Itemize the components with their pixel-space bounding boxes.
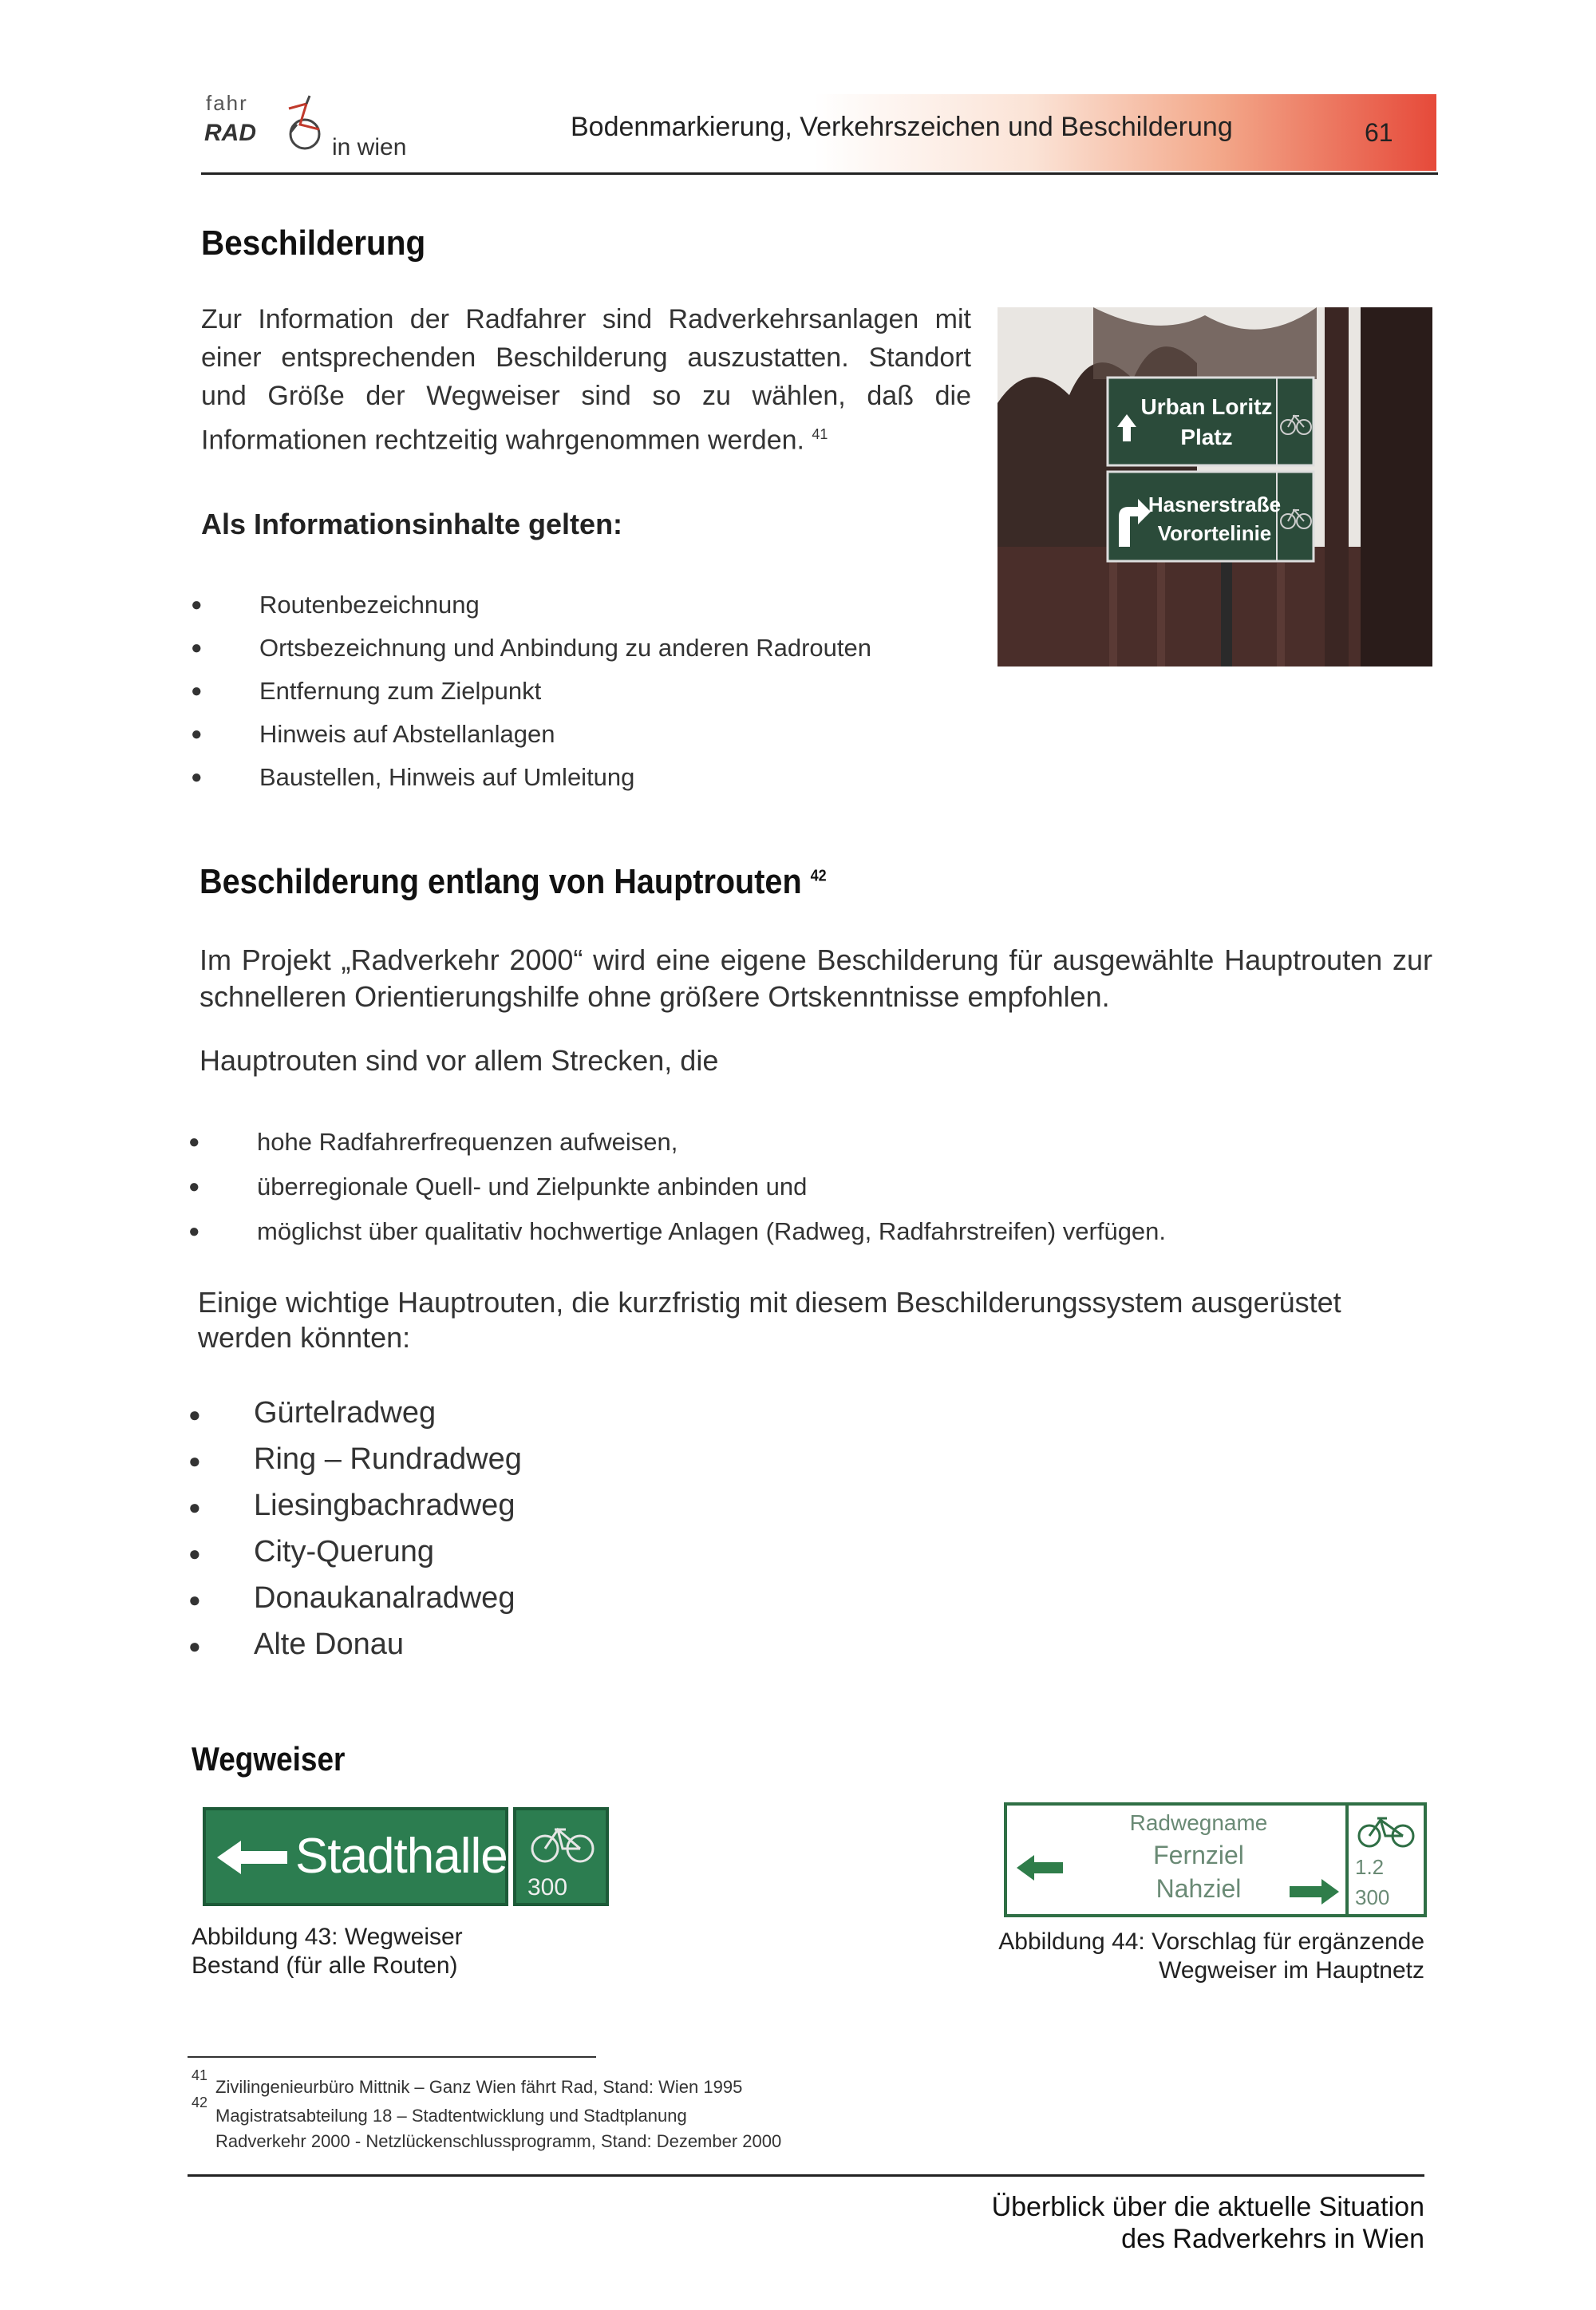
photo-sign-top-line2: Platz xyxy=(1180,425,1233,449)
route-name: Radwegname xyxy=(1129,1810,1268,1835)
sign-side-panel xyxy=(513,1807,609,1906)
bullet-icon: ● xyxy=(188,1131,200,1153)
footnote-42-number: 42 xyxy=(192,2094,208,2110)
list-item-text: Donaukanalradweg xyxy=(254,1581,516,1615)
footer-line1: Überblick über die aktuelle Situation xyxy=(991,2192,1424,2222)
logo-top-text: fahr xyxy=(206,91,248,115)
routes-list xyxy=(185,1393,522,1671)
far-distance: 1.2 xyxy=(1355,1855,1385,1879)
section-heading-beschilderung: Beschilderung xyxy=(201,223,426,263)
list-item xyxy=(188,717,871,760)
bullet-icon: ● xyxy=(191,594,203,615)
list-item xyxy=(188,674,871,717)
project-paragraph: Im Projekt „Radverkehr 2000“ wird eine eigene Beschilderung für ausgewählte Hauptrouten zur schnelleren Orientierungshilfe ohne größere Ortskenntnisse empfohlen. xyxy=(200,943,1432,1013)
list-item-text: Alte Donau xyxy=(254,1628,405,1661)
footnote-42-line1: Magistratsabteilung 18 – Stadtentwicklung und Stadtplanung xyxy=(215,2106,687,2126)
criteria-list xyxy=(185,1124,1166,1258)
running-header-title: Bodenmarkierung, Verkehrszeichen und Beschilderung xyxy=(571,112,1233,142)
street-sign-photo-graphic xyxy=(998,307,1432,666)
bicycle-icon xyxy=(249,93,337,156)
arrow-right-icon xyxy=(1288,1877,1339,1906)
bullet-icon: ● xyxy=(188,1588,201,1612)
list-item xyxy=(185,1578,522,1624)
header-divider xyxy=(201,172,1438,175)
list-item-text: Baustellen, Hinweis auf Umleitung xyxy=(259,763,635,791)
bullet-icon: ● xyxy=(191,723,203,745)
figure-44-sign xyxy=(1004,1802,1427,1917)
sign-distance: 300 xyxy=(527,1874,568,1901)
sign-main-panel xyxy=(203,1807,508,1906)
list-item-text: City-Querung xyxy=(254,1535,434,1568)
bicycle-icon xyxy=(523,1818,602,1866)
bullet-icon: ● xyxy=(188,1449,201,1473)
list-item xyxy=(188,631,871,674)
list-item xyxy=(185,1393,522,1439)
figure-43-caption-line2: Bestand (für alle Routen) xyxy=(192,1952,458,1979)
list-item-text: Gürtelradweg xyxy=(254,1396,437,1430)
list-item xyxy=(185,1169,1166,1213)
photo-sign-bottom-line1: Hasnerstraße xyxy=(1148,492,1282,516)
bullet-icon: ● xyxy=(191,766,203,788)
info-contents-list xyxy=(188,587,871,803)
bullet-icon: ● xyxy=(188,1176,200,1197)
list-item-text: Ring – Rundradweg xyxy=(254,1442,522,1476)
figure-44-caption-line1: Abbildung 44: Vorschlag für ergänzende xyxy=(998,1928,1424,1955)
list-item xyxy=(185,1532,522,1578)
list-item xyxy=(185,1439,522,1485)
sign-divider xyxy=(1345,1806,1349,1914)
footnote-41-number: 41 xyxy=(192,2067,208,2083)
footnote-ref-42[interactable]: 42 xyxy=(810,867,827,885)
arrow-left-icon xyxy=(217,1837,289,1877)
arrow-left-icon xyxy=(1017,1853,1065,1882)
footnote-ref-41[interactable]: 41 xyxy=(812,426,828,442)
section-heading-hauptrouten-text: Beschilderung entlang von Hauptrouten xyxy=(200,862,802,901)
footnote-42-line2: Radverkehr 2000 - Netzlückenschlussprogramm, Stand: Dezember 2000 xyxy=(215,2131,782,2151)
list-item xyxy=(185,1485,522,1532)
list-item xyxy=(185,1624,522,1671)
intro-paragraph xyxy=(201,300,971,459)
logo-suffix: in wien xyxy=(332,134,407,160)
bullet-icon: ● xyxy=(188,1495,201,1519)
list-item-text: Routenbezeichnung xyxy=(259,591,480,619)
bicycle-icon xyxy=(1352,1810,1422,1850)
list-item xyxy=(188,760,871,803)
figure-44-caption-line2: Wegweiser im Hauptnetz xyxy=(1159,1957,1424,1984)
bullet-icon: ● xyxy=(188,1402,201,1426)
footnote-divider xyxy=(188,2056,596,2058)
bullet-icon: ● xyxy=(188,1220,200,1242)
list-item xyxy=(188,587,871,631)
photo-sign-top-line1: Urban Loritz xyxy=(1140,394,1273,419)
figure-43-sign xyxy=(200,1804,613,1912)
list-item-text: Ortsbezeichnung und Anbindung zu anderen Radrouten xyxy=(259,634,871,662)
list-item xyxy=(185,1213,1166,1258)
list-item-text: Hinweis auf Abstellanlagen xyxy=(259,720,555,748)
near-destination: Nahziel xyxy=(1156,1874,1242,1903)
logo xyxy=(201,88,425,168)
footer-divider xyxy=(188,2174,1424,2177)
hauptrouten-definition: Hauptrouten sind vor allem Strecken, die xyxy=(200,1044,719,1077)
bullet-icon: ● xyxy=(191,680,203,702)
list-item-text: möglichst über qualitativ hochwertige Anlagen (Radweg, Radfahrstreifen) verfügen. xyxy=(257,1217,1167,1245)
section-heading-hauptrouten xyxy=(200,862,827,902)
list-item-text: hohe Radfahrerfrequenzen aufweisen, xyxy=(257,1128,678,1156)
street-sign-photo xyxy=(998,307,1432,666)
page-number: 61 xyxy=(1365,118,1393,147)
list-item-text: überregionale Quell- und Zielpunkte anbinden und xyxy=(257,1173,808,1200)
bullet-icon: ● xyxy=(188,1541,201,1565)
bullet-icon: ● xyxy=(188,1634,201,1658)
far-destination: Fernziel xyxy=(1153,1841,1244,1869)
intro-paragraph-text: Zur Information der Radfahrer sind Radverkehrsanlagen mit einer entsprechenden Beschilderung auszustatten. Standort und Größe der Wegweiser sind so zu wählen, daß die Informationen rechtzeitig wahrgenommen werden. xyxy=(201,304,971,456)
bullet-icon: ● xyxy=(191,637,203,659)
list-item-text: Entfernung zum Zielpunkt xyxy=(259,677,542,705)
footnote-41-text: Zivilingenieurbüro Mittnik – Ganz Wien fährt Rad, Stand: Wien 1995 xyxy=(215,2077,743,2097)
logo-bottom-text: RAD xyxy=(204,120,256,146)
section-heading-wegweiser: Wegweiser xyxy=(192,1740,346,1778)
footer-line2: des Radverkehrs in Wien xyxy=(1121,2224,1424,2254)
list-item-text: Liesingbachradweg xyxy=(254,1489,516,1522)
sign-destination-text: Stadthalle xyxy=(295,1829,508,1884)
info-contents-heading: Als Informationsinhalte gelten: xyxy=(201,508,623,540)
list-item xyxy=(185,1124,1166,1169)
routes-intro-paragraph: Einige wichtige Hauptrouten, die kurzfristig mit diesem Beschilderungssystem ausgerüstet werden könnten: xyxy=(198,1286,1341,1354)
figure-43-caption-line1: Abbildung 43: Wegweiser xyxy=(192,1924,463,1950)
near-distance: 300 xyxy=(1355,1885,1390,1909)
photo-sign-bottom-line2: Vorortelinie xyxy=(1157,521,1272,545)
